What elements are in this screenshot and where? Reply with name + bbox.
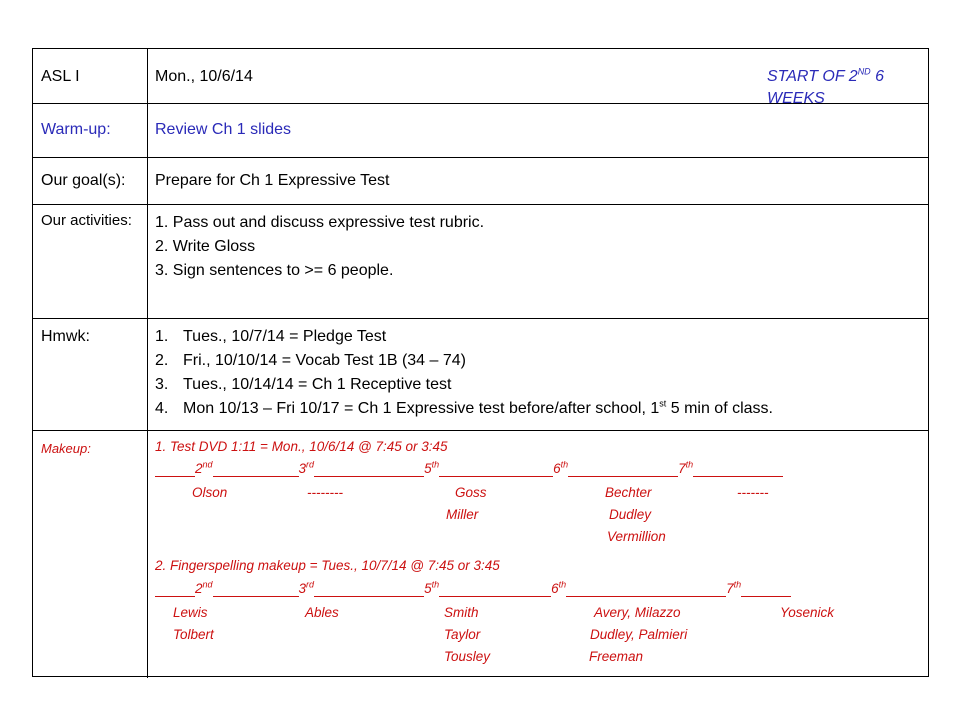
header-row xyxy=(33,49,928,107)
fingerspelling-name: Tousley xyxy=(444,649,491,664)
fingerspelling-name: Ables xyxy=(305,605,339,620)
activity-item-2: 2. Write Gloss xyxy=(155,238,256,255)
warmup-text: Review Ch 1 slides xyxy=(155,121,292,138)
activities-label: Our activities: xyxy=(41,212,132,229)
activity-item-3: 3. Sign sentences to >= 6 people. xyxy=(155,262,394,279)
dvd-name: Vermillion xyxy=(607,529,666,544)
warmup-label: Warm-up: xyxy=(41,121,111,138)
makeup-row xyxy=(33,431,928,678)
fingerspelling-period-line: 2nd 3rd 5th 6th 7th xyxy=(155,581,791,597)
goals-row xyxy=(33,158,928,205)
warmup-row xyxy=(33,104,928,158)
fingerspelling-makeup-title: 2. Fingerspelling makeup = Tues., 10/7/14 @ 7:45 or 3:45 xyxy=(155,558,500,573)
fingerspelling-name: Avery, Milazzo xyxy=(594,605,681,620)
dvd-name: -------- xyxy=(307,485,343,500)
dvd-name: Miller xyxy=(446,507,479,522)
dvd-name: Olson xyxy=(192,485,228,500)
fingerspelling-name: Taylor xyxy=(444,627,481,642)
homework-item-3: 3. Tues., 10/14/14 = Ch 1 Receptive test xyxy=(155,376,452,393)
homework-label: Hmwk: xyxy=(41,328,90,345)
course-label: ASL I xyxy=(41,68,80,85)
homework-item-4: 4. Mon 10/13 – Fri 10/17 = Ch 1 Expressive test before/after school, 1st 5 min of class. xyxy=(155,398,773,417)
dvd-name: Dudley xyxy=(609,507,652,522)
start-note: START OF 2ND 6 WEEKS xyxy=(767,66,885,107)
dvd-name: ------- xyxy=(737,485,769,500)
homework-item-2: 2. Fri., 10/10/14 = Vocab Test 1B (34 – 74) xyxy=(155,352,466,369)
goals-text: Prepare for Ch 1 Expressive Test xyxy=(155,172,390,189)
goals-label: Our goal(s): xyxy=(41,172,126,189)
fingerspelling-name: Dudley, Palmieri xyxy=(590,627,688,642)
fingerspelling-name: Lewis xyxy=(173,605,208,620)
makeup-label: Makeup: xyxy=(41,441,91,456)
dvd-name: Goss xyxy=(455,485,487,500)
activities-row xyxy=(33,205,928,319)
fingerspelling-name: Tolbert xyxy=(173,627,214,642)
dvd-makeup-title: 1. Test DVD 1:11 = Mon., 10/6/14 @ 7:45 or 3:45 xyxy=(155,439,448,454)
fingerspelling-name: Freeman xyxy=(589,649,644,664)
dvd-name: Bechter xyxy=(605,485,652,500)
homework-row xyxy=(33,319,928,431)
lesson-plan-table xyxy=(32,48,929,677)
dvd-period-line: 2nd 3rd 5th 6th 7th xyxy=(155,461,783,477)
fingerspelling-name: Yosenick xyxy=(780,605,835,620)
homework-item-1: 1. Tues., 10/7/14 = Pledge Test xyxy=(155,328,387,345)
date-text: Mon., 10/6/14 xyxy=(155,68,253,85)
activity-item-1: 1. Pass out and discuss expressive test rubric. xyxy=(155,214,485,231)
fingerspelling-name: Smith xyxy=(444,605,479,620)
